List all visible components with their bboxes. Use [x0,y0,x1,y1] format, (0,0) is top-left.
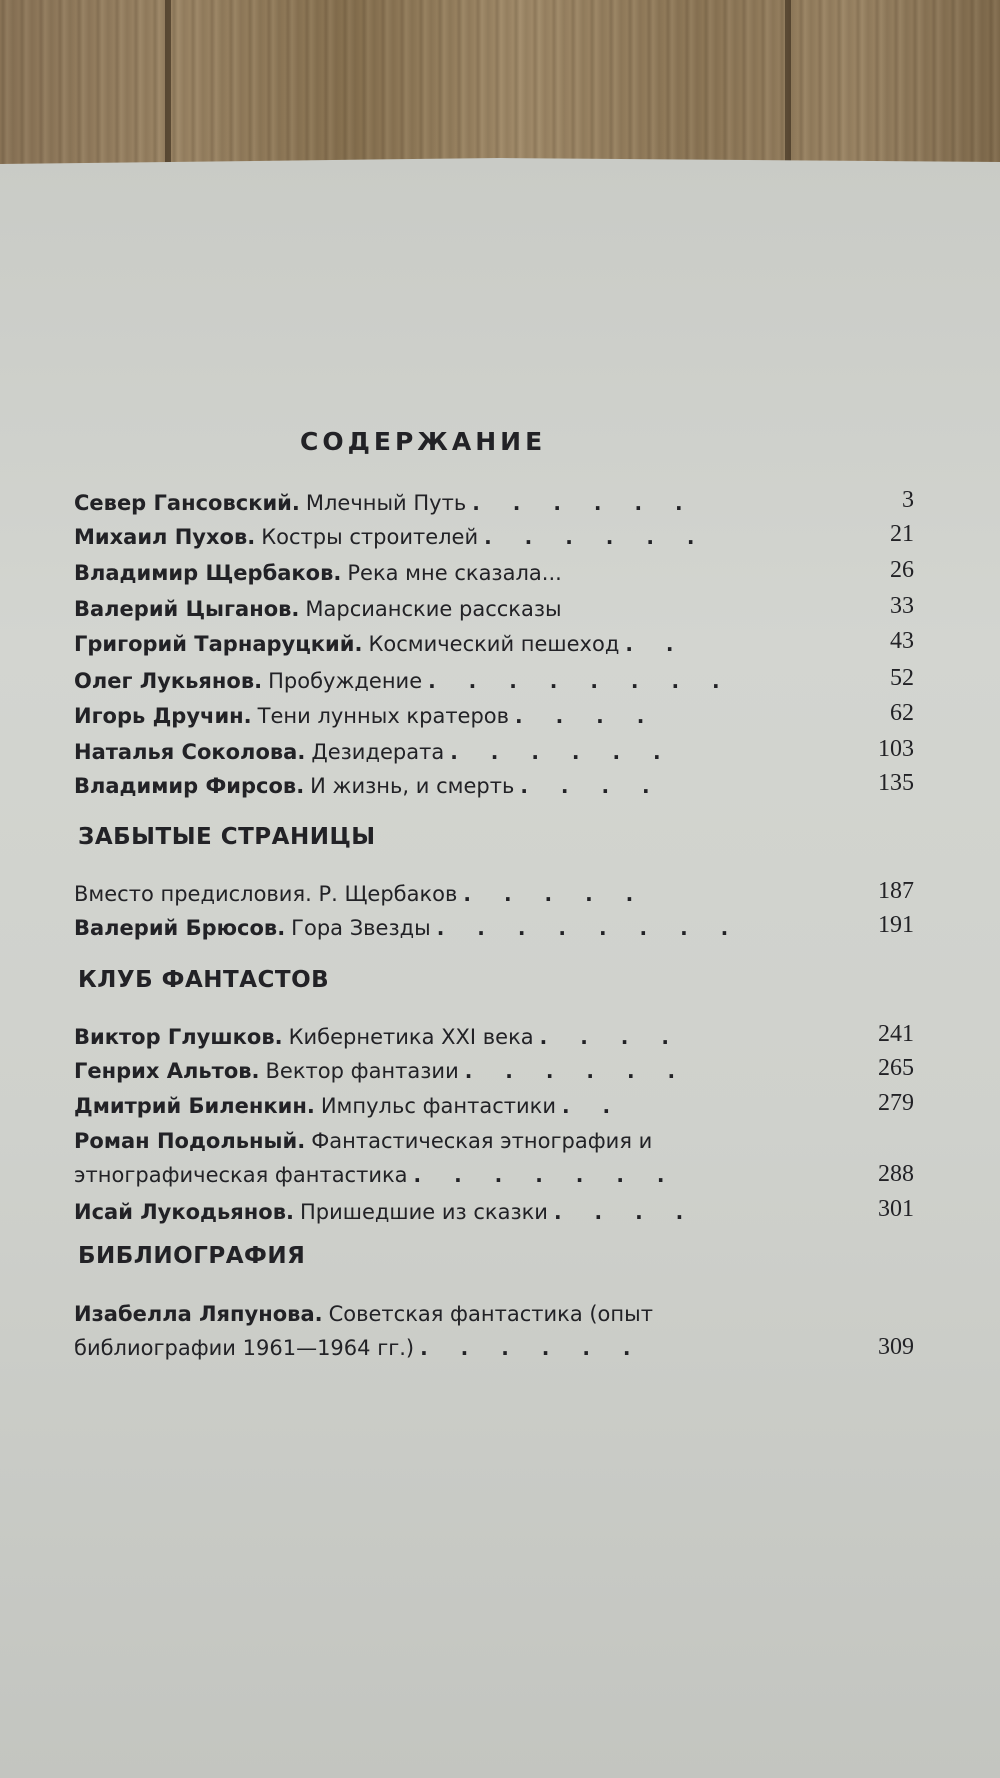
entry-title: Река мне сказала... [347,561,562,585]
toc-entry [74,1124,914,1194]
entry-page-number: 309 [878,1334,914,1360]
entry-author: Олег Лукьянов. [74,669,263,693]
toc-entry [74,556,914,590]
toc-entry [74,1089,914,1123]
entry-line-1 [74,1297,914,1331]
entry-title: Пришедшие из сказки [299,1200,548,1224]
entry-title: Пробуждение [268,669,423,693]
toc-entry [74,911,914,945]
entry-title: Млечный Путь [305,491,467,515]
entry-leader-dots: . . . . . . . . [428,669,733,693]
entry-title: Кибернетика XXI века [288,1025,534,1049]
entry-page-number: 21 [890,521,914,547]
entry-page-number: 265 [878,1055,914,1081]
entry-leader-dots: . . . . . . [450,740,674,764]
toc-entry [74,735,914,769]
toc-entry [74,627,914,661]
entry-author: Роман Подольный. [74,1129,306,1153]
entry-leader-dots: . . . . [515,704,658,728]
entry-leader-dots: . . . . . . [484,525,708,549]
toc-entry [74,1195,914,1229]
entry-line-1 [74,1124,914,1158]
toc-entry [74,520,914,554]
entry-author: Игорь Дручин. [74,704,252,728]
toc-entry [74,1020,914,1054]
toc-entry [74,1054,914,1088]
section-title-forgotten-pages: ЗАБЫТЫЕ СТРАНИЦЫ [78,824,376,850]
toc-entry [74,1297,914,1367]
entry-author: Дмитрий Биленкин. [74,1094,315,1118]
section-title-club: КЛУБ ФАНТАСТОВ [78,967,330,993]
entry-title: Импульс фантастики [320,1094,556,1118]
entry-page-number: 288 [878,1161,914,1187]
entry-leader-dots: . . . . . . [472,491,696,515]
entry-author: Михаил Пухов. [74,525,256,549]
entry-line-2 [74,1331,914,1365]
entry-page-number: 103 [878,736,914,762]
entry-title: Дезидерата [311,740,445,764]
entry-page-number: 279 [878,1090,914,1116]
entry-title: Тени лунных кратеров [257,704,510,728]
toc-entry [74,592,914,626]
entry-leader-dots: . . . . . . [420,1336,644,1360]
entry-leader-dots: . . . . [539,1025,682,1049]
entry-author: Изабелла Ляпунова. [74,1302,323,1326]
entry-page-number: 33 [890,593,914,619]
entry-page-number: 301 [878,1196,914,1222]
contents-heading: СОДЕРЖАНИЕ [300,427,547,456]
entry-title: Советская фантастика (опыт [328,1302,653,1326]
entry-leader-dots: . . . . . . [464,1059,689,1083]
entry-title-continued: библиографии 1961—1964 гг.) [74,1336,415,1360]
section-title-bibliography: БИБЛИОГРАФИЯ [78,1243,306,1269]
entry-page-number: 191 [878,912,914,938]
entry-page-number: 52 [890,665,914,691]
entry-leader-dots: . . . . . . . [413,1163,678,1187]
entry-author: Исай Лукодьянов. [74,1200,294,1224]
entry-title: Марсианские рассказы [305,597,562,621]
entry-page-number: 187 [878,878,914,904]
entry-page-number: 135 [878,770,914,796]
entry-title: Гора Звезды [291,916,431,940]
entry-author: Григорий Тарнаруцкий. [74,632,363,656]
entry-author: Валерий Цыганов. [74,597,300,621]
entry-page-number: 241 [878,1021,914,1047]
entry-author: Владимир Фирсов. [74,774,305,798]
entry-page-number: 43 [890,628,914,654]
entry-title: Вектор фантазии [265,1059,459,1083]
entry-line-2 [74,1158,914,1192]
toc-entry [74,769,914,803]
entry-title: И жизнь, и смерть [310,774,515,798]
toc-entry [74,664,914,698]
entry-title: Фантастическая этнография и [311,1129,653,1153]
entry-page-number: 3 [902,487,914,513]
entry-author: Виктор Глушков. [74,1025,283,1049]
entry-leader-dots: . . . . . [463,882,647,906]
entry-leader-dots: . . [625,632,687,656]
entry-page-number: 62 [890,700,914,726]
toc-entry [74,877,914,911]
entry-title: Космический пешеход [368,632,620,656]
entry-leader-dots: . . [562,1094,624,1118]
entry-author: Север Гансовский. [74,491,300,515]
entry-title: Вместо предисловия. Р. Щербаков [74,882,458,906]
entry-title: Костры строителей [261,525,479,549]
entry-leader-dots: . . . . [520,774,663,798]
entry-page-number: 26 [890,557,914,583]
entry-author: Валерий Брюсов. [74,916,286,940]
entry-author: Генрих Альтов. [74,1059,260,1083]
toc-entry [74,486,914,520]
entry-title-continued: этнографическая фантастика [74,1163,408,1187]
entry-author: Владимир Щербаков. [74,561,342,585]
entry-leader-dots: . . . . [553,1200,697,1224]
entry-leader-dots: . . . . . . . . [436,916,742,940]
toc-entry [74,699,914,733]
entry-author: Наталья Соколова. [74,740,306,764]
